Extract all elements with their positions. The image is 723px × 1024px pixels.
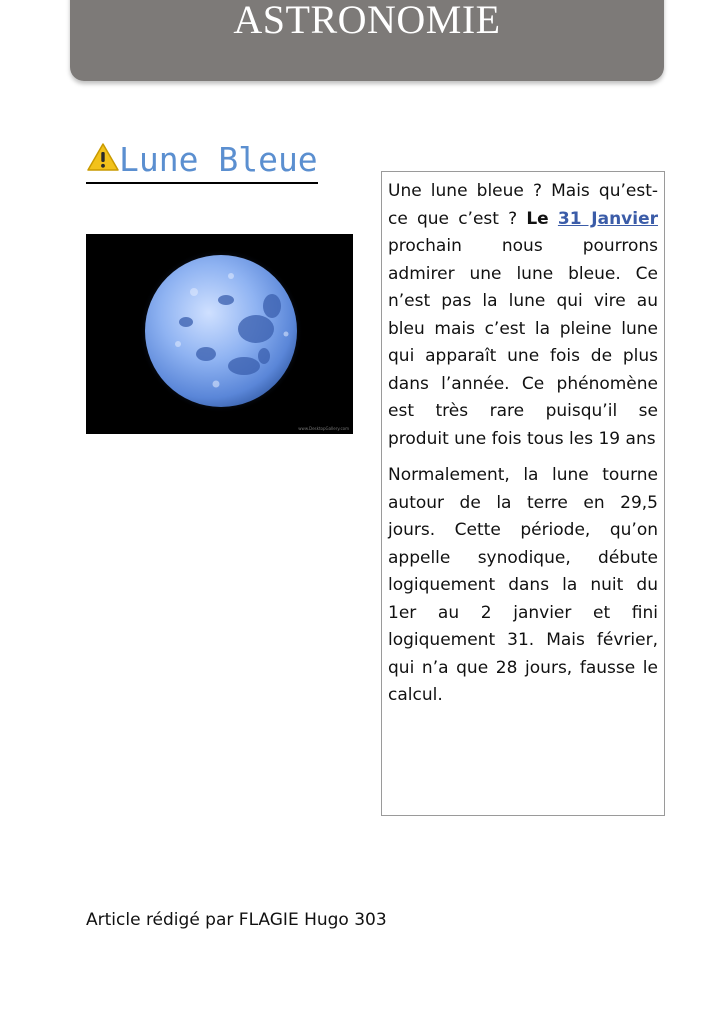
date-link[interactable]: 31 Janvier	[557, 208, 659, 229]
warning-icon	[86, 141, 120, 181]
paragraph-text: prochain nous pourrons admirer une lune bleue. Ce n’est pas la lune qui vire au bleu mais c’est la pleine lune qui apparaît une fois de plus dans l’année. Ce phénomène est très rare puisqu’il se produit une fois tous les 19 ans	[388, 236, 658, 449]
article-title-text: Lune Bleue	[119, 140, 318, 179]
article-title	[86, 140, 318, 184]
date-prefix: Le	[526, 208, 549, 229]
byline: Article rédigé par FLAGIE Hugo 303	[86, 910, 387, 930]
paragraph-text: Une lune bleue ? Mais qu’est-ce que c’est ?	[388, 181, 658, 229]
article-text-box	[381, 171, 665, 816]
header-banner	[70, 0, 664, 81]
section-title: ASTRONOMIE	[233, 0, 501, 42]
moon-photo	[86, 234, 353, 434]
article-paragraph	[388, 178, 658, 453]
article-paragraph: Normalement, la lune tourne autour de la terre en 29,5 jours. Cette période, qu’on appelle synodique, débute logiquement dans la nuit du 1er au 2 janvier et fini logiquement 31. Mais février, qui n’a que 28 jours, fausse le calcul.	[388, 465, 658, 705]
image-watermark: www.DesktopGallery.com	[298, 426, 349, 431]
